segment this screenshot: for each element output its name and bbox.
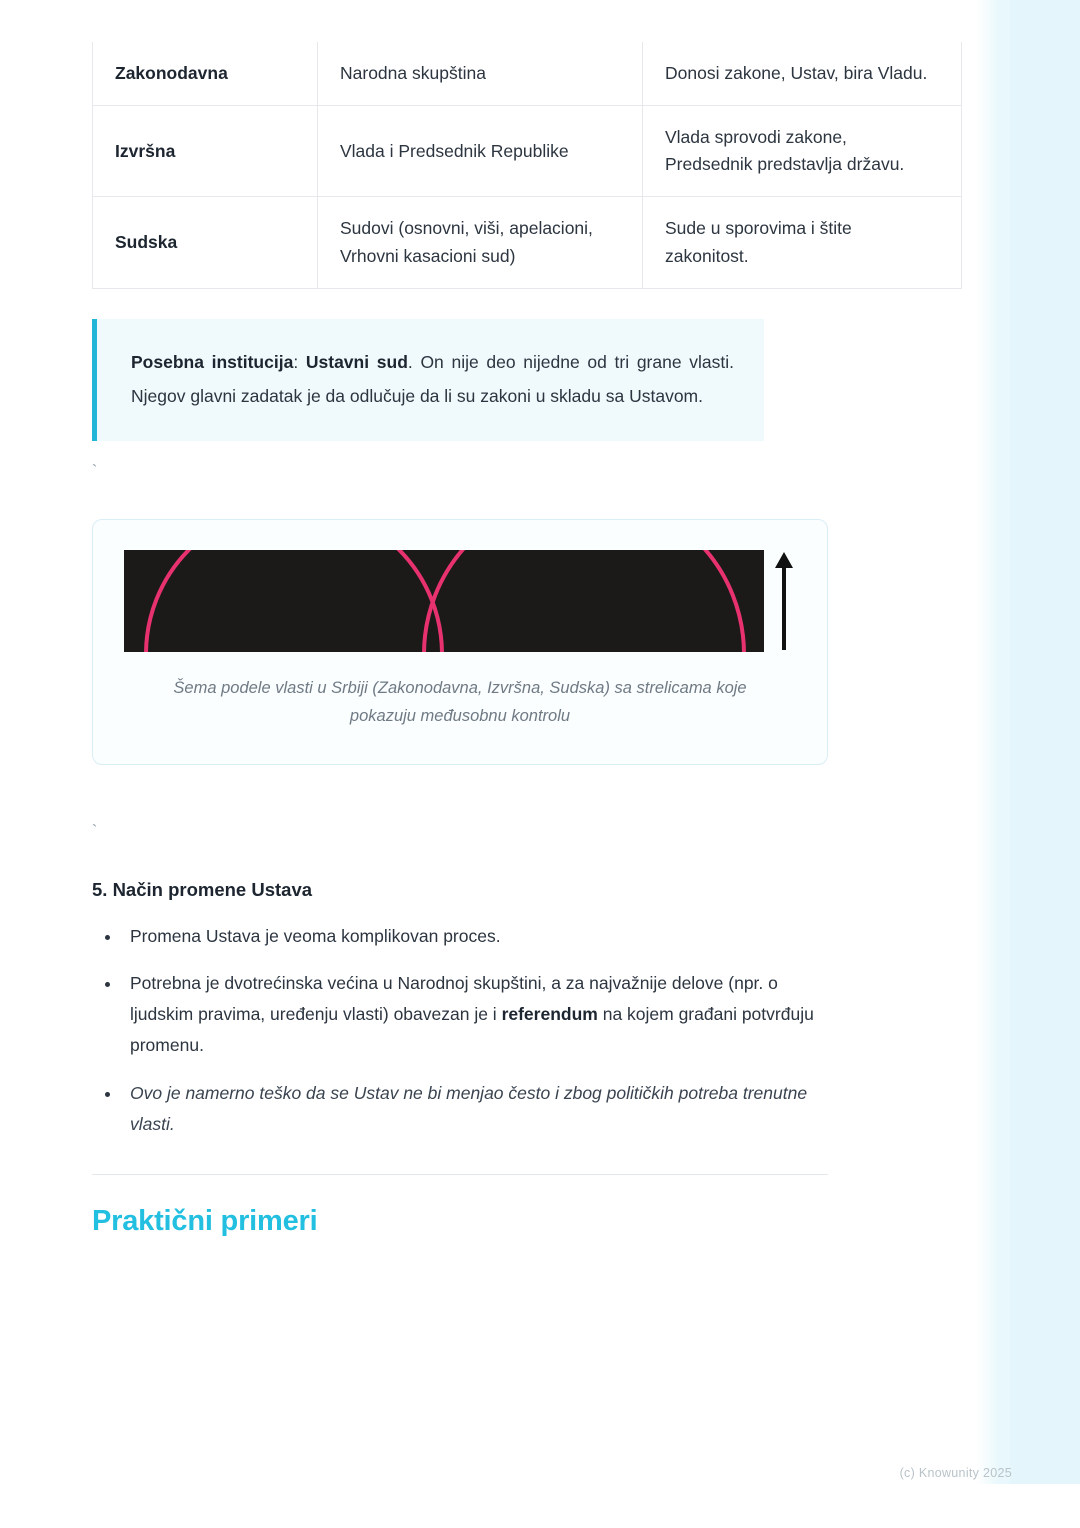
section-title: 5. Način promene Ustava	[92, 878, 313, 900]
figure-caption: Šema podele vlasti u Srbiji (Zakonodavna, Izvršna, Sudska) sa strelicama koje pokazuju međusobnu kontrolu	[173, 678, 747, 725]
separation-of-powers-diagram	[124, 550, 796, 652]
up-arrow-icon	[775, 552, 793, 650]
branch-role: Vlada sprovodi zakone, Predsednik predstavlja državu.	[643, 106, 962, 197]
table-row	[93, 197, 962, 288]
table-row	[93, 42, 962, 106]
branch-name: Sudska	[93, 197, 318, 288]
figure-card	[92, 519, 828, 765]
section-divider	[92, 1174, 828, 1175]
document-content	[92, 0, 928, 1238]
callout-text	[131, 345, 734, 413]
branch-name: Zakonodavna	[93, 42, 318, 106]
right-side-strip-inner	[1010, 0, 1080, 1484]
branch-body: Vlada i Predsednik Republike	[318, 106, 643, 197]
bullet-text: Promena Ustava je veoma komplikovan proces.	[130, 925, 501, 946]
callout-body: . On nije deo nijedne od tri grane vlasti. Njegov glavni zadatak je da odlučuje da li su zakoni u skladu sa Ustavom.	[131, 351, 734, 406]
section-bullet-list	[92, 921, 828, 1140]
branch-body: Narodna skupština	[318, 42, 643, 106]
callout-separator: :	[293, 351, 306, 372]
copyright-notice: (c) Knowunity 2025	[899, 1466, 1012, 1480]
branch-body: Sudovi (osnovni, viši, apelacioni, Vrhovni kasacioni sud)	[318, 197, 643, 288]
tick-mark-top: `	[92, 462, 98, 480]
bullet-text-tail: na kojem građani potvrđuju promenu.	[130, 1004, 814, 1056]
bullet-text: Potrebna je dvotrećinska većina u Narodnoj skupštini, a za najvažnije delove (npr. o ljudskim pravima, uređenju vlasti) obavezan je i	[130, 973, 778, 1025]
bullet-text: Ovo je namerno teško da se Ustav ne bi menjao često i zbog političkih potreba trenutne vlasti.	[130, 1082, 808, 1134]
bullet-emphasis: referendum	[501, 1004, 598, 1025]
callout-box	[92, 319, 764, 441]
callout-label: Posebna institucija	[131, 351, 294, 372]
branches-table	[92, 42, 962, 289]
callout-term: Ustavni sud	[305, 351, 408, 372]
table-row	[93, 106, 962, 197]
list-item	[122, 968, 828, 1061]
branch-role: Sude u sporovima i štite zakonitost.	[643, 197, 962, 288]
branch-role: Donosi zakone, Ustav, bira Vladu.	[643, 42, 962, 106]
tick-mark-bottom: `	[92, 822, 98, 840]
list-item	[122, 921, 828, 952]
branch-name: Izvršna	[93, 106, 318, 197]
page-heading: Praktični primeri	[92, 1204, 318, 1237]
right-side-strip	[976, 0, 1080, 1484]
list-item	[122, 1078, 828, 1140]
